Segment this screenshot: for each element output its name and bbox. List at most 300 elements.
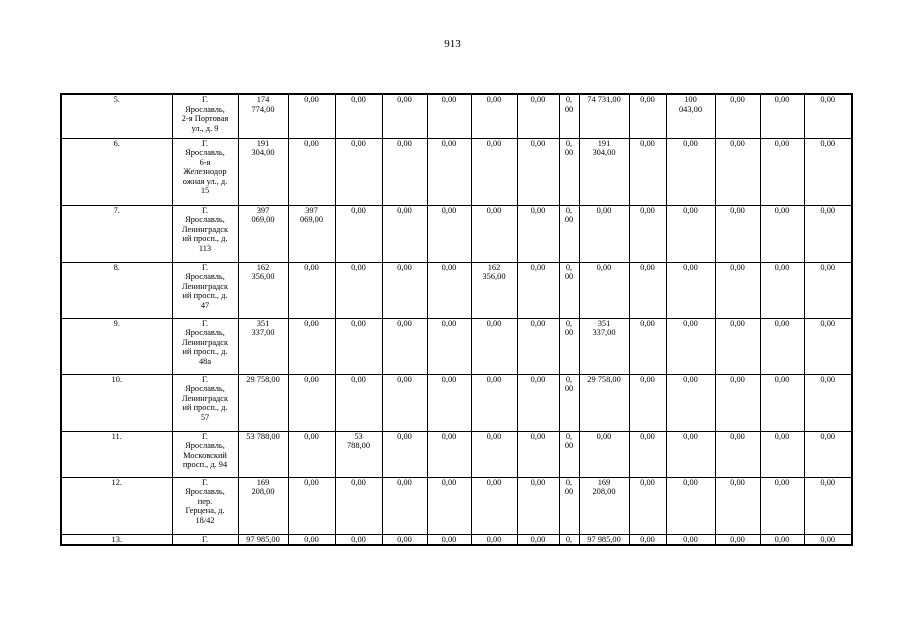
cell-line: Г. — [202, 205, 208, 215]
row-number-cell: 12. — [61, 477, 172, 534]
row-number-cell: 11. — [61, 431, 172, 477]
cell-line: 043,00 — [678, 104, 703, 114]
amount-cell — [760, 205, 804, 262]
cell-line: 0,00 — [351, 138, 366, 148]
cell-line: 0,00 — [351, 534, 366, 544]
cell-line: 0,00 — [351, 262, 366, 272]
amount-cell — [559, 205, 579, 262]
cell-line: 0,00 — [530, 318, 546, 328]
amount-cell — [288, 374, 335, 431]
cell-line: 0,00 — [441, 138, 457, 148]
cell-line: 0,00 — [441, 262, 457, 272]
cell-line: 0,00 — [774, 95, 790, 104]
cell-line: 0,00 — [530, 262, 546, 272]
cell-line: 0,00 — [486, 205, 502, 215]
cell-line: 0,00 — [351, 374, 366, 384]
amount-cell — [382, 205, 427, 262]
cell-line: Ленинградск — [181, 281, 229, 291]
row-number-cell: 8. — [61, 262, 172, 318]
cell-line: 0,00 — [730, 477, 745, 487]
amount-cell — [666, 374, 715, 431]
cell-line: 191 — [256, 138, 270, 148]
amount-cell — [804, 205, 852, 262]
amount-cell — [559, 477, 579, 534]
amount-cell — [471, 318, 517, 374]
address-cell — [172, 431, 238, 477]
cell-line: ий просп., д. — [182, 291, 228, 301]
cell-line: Московский — [183, 450, 227, 460]
cell-line: 0,00 — [304, 138, 319, 148]
row-number-cell: 13. — [61, 534, 172, 545]
cell-line: 0,00 — [820, 431, 836, 441]
amount-cell — [335, 431, 382, 477]
cell-line: 0,00 — [730, 205, 745, 215]
cell-line: 0,00 — [774, 431, 790, 441]
cell-line: Г. — [202, 95, 208, 104]
cell-line: 0,00 — [441, 95, 457, 104]
cell-line: Ярославль, — [185, 148, 225, 158]
cell-line: Ярославль, — [185, 215, 225, 225]
cell-line: 29 758,00 — [246, 374, 280, 384]
amount-cell — [238, 138, 288, 205]
amount-cell — [559, 374, 579, 431]
cell-line: 0,00 — [596, 431, 612, 441]
cell-line: Г. — [202, 477, 208, 487]
cell-line: 0,00 — [486, 477, 502, 487]
amount-cell — [629, 205, 666, 262]
cell-line: 0,00 — [351, 205, 366, 215]
cell-line: 0,00 — [730, 318, 745, 328]
amount-cell — [382, 534, 427, 545]
amount-cell — [629, 262, 666, 318]
cell-line: 00 — [564, 104, 574, 114]
cell-line: 0,00 — [774, 138, 790, 148]
cell-line: 0,00 — [397, 95, 412, 104]
cell-line: 97 985,00 — [246, 534, 280, 544]
cell-line: 0,00 — [640, 138, 655, 148]
cell-line: ий просп., д. — [182, 347, 228, 357]
amount-cell — [666, 138, 715, 205]
cell-line: пер. — [197, 496, 213, 506]
amount-cell — [427, 138, 471, 205]
amount-cell — [471, 138, 517, 205]
amount-cell — [715, 318, 760, 374]
amount-cell — [471, 477, 517, 534]
amount-cell — [804, 318, 852, 374]
address-cell — [172, 318, 238, 374]
table-row — [61, 262, 852, 318]
row-number-cell: 5. — [61, 94, 172, 138]
cell-line: 397 — [256, 205, 270, 215]
cell-line: 0, — [565, 138, 573, 148]
cell-line: 0,00 — [441, 534, 457, 544]
amount-cell — [427, 262, 471, 318]
cell-line: 0,00 — [820, 477, 836, 487]
amount-cell — [517, 205, 559, 262]
address-cell — [172, 477, 238, 534]
row-number-cell: 7. — [61, 205, 172, 262]
cell-line: Г. — [202, 431, 208, 441]
amount-cell — [335, 318, 382, 374]
cell-line: 0,00 — [397, 138, 412, 148]
cell-line: 0,00 — [774, 205, 790, 215]
cell-line: Ярославль, — [185, 384, 225, 394]
table-row — [61, 431, 852, 477]
cell-line: 0,00 — [683, 138, 698, 148]
amount-cell — [666, 431, 715, 477]
row-number-cell: 6. — [61, 138, 172, 205]
cell-line: 0,00 — [820, 138, 836, 148]
amount-cell — [238, 534, 288, 545]
cell-line: Г. — [202, 374, 208, 384]
cell-line: 162 — [487, 262, 501, 272]
cell-line: 0, — [565, 262, 573, 272]
cell-line: 356,00 — [482, 272, 506, 282]
cell-line: 48а — [198, 356, 212, 366]
cell-line: 0,00 — [397, 431, 412, 441]
cell-line: 0,00 — [683, 431, 698, 441]
amount-cell — [238, 318, 288, 374]
cell-line: 2-я Портовая — [181, 114, 229, 124]
amount-cell — [629, 374, 666, 431]
amount-cell — [427, 431, 471, 477]
table-row — [61, 94, 852, 138]
amount-cell — [559, 262, 579, 318]
amount-cell — [715, 94, 760, 138]
amount-cell — [629, 534, 666, 545]
amount-cell — [559, 431, 579, 477]
cell-line: 337,00 — [592, 328, 616, 338]
amount-cell — [629, 138, 666, 205]
cell-line: Герцена, д. — [185, 506, 225, 516]
cell-line: 0,00 — [441, 477, 457, 487]
amount-cell — [760, 534, 804, 545]
amount-cell — [666, 94, 715, 138]
amount-cell — [238, 205, 288, 262]
cell-line: 0,00 — [774, 374, 790, 384]
cell-line: 0, — [565, 205, 573, 215]
amount-cell — [288, 262, 335, 318]
cell-line: 0,00 — [304, 95, 319, 104]
cell-line: 57 — [200, 412, 210, 422]
cell-line: 208,00 — [592, 487, 616, 497]
cell-line: 53 788,00 — [246, 431, 280, 441]
amount-cell — [238, 374, 288, 431]
amount-cell — [517, 318, 559, 374]
address-cell — [172, 374, 238, 431]
table-row — [61, 205, 852, 262]
cell-line: 0,00 — [683, 318, 698, 328]
amount-cell — [579, 205, 629, 262]
cell-line: 0,00 — [683, 477, 698, 487]
amount-cell — [382, 477, 427, 534]
cell-line: 0,00 — [304, 477, 319, 487]
row-number-cell: 10. — [61, 374, 172, 431]
amount-cell — [804, 477, 852, 534]
cell-line: 0,00 — [530, 477, 546, 487]
cell-line: 0,00 — [774, 534, 790, 544]
cell-line: 0,00 — [640, 374, 655, 384]
amount-cell — [559, 318, 579, 374]
cell-line: 0, — [565, 374, 573, 384]
cell-line: 47 — [200, 300, 210, 310]
amount-cell — [238, 94, 288, 138]
amount-cell — [471, 205, 517, 262]
amount-cell — [382, 262, 427, 318]
amount-cell — [804, 138, 852, 205]
amount-cell — [335, 205, 382, 262]
cell-line: Ярославль, — [185, 272, 225, 282]
data-table — [60, 93, 853, 546]
cell-line: Г. — [202, 534, 208, 544]
amount-cell — [579, 138, 629, 205]
cell-line: 53 — [354, 431, 363, 441]
cell-line: 0,00 — [351, 318, 366, 328]
amount-cell — [471, 534, 517, 545]
cell-line: 191 — [597, 138, 611, 148]
amount-cell — [559, 534, 579, 545]
cell-line: Г. — [202, 138, 208, 148]
cell-line: 00 — [564, 384, 574, 394]
cell-line: 0,00 — [351, 95, 366, 104]
cell-line: 0,00 — [683, 374, 698, 384]
amount-cell — [760, 431, 804, 477]
amount-cell — [335, 477, 382, 534]
amount-cell — [517, 534, 559, 545]
amount-cell — [629, 94, 666, 138]
amount-cell — [427, 205, 471, 262]
row-number-cell: 9. — [61, 318, 172, 374]
cell-line: 15 — [200, 186, 210, 196]
cell-line: 0,00 — [486, 95, 502, 104]
cell-line: 97 985,00 — [587, 534, 621, 544]
amount-cell — [715, 477, 760, 534]
cell-line: 0,00 — [640, 262, 655, 272]
amount-cell — [579, 534, 629, 545]
amount-cell — [666, 318, 715, 374]
amount-cell — [579, 94, 629, 138]
amount-cell — [715, 374, 760, 431]
cell-line: 0,00 — [730, 95, 745, 104]
cell-line: 0,00 — [441, 431, 457, 441]
amount-cell — [471, 94, 517, 138]
cell-line: Г. — [202, 318, 208, 328]
cell-line: 0, — [565, 318, 573, 328]
cell-line: 113 — [198, 243, 212, 253]
page-number: 913 — [444, 38, 461, 50]
cell-line: 169 — [597, 477, 611, 487]
amount-cell — [238, 431, 288, 477]
amount-cell — [517, 374, 559, 431]
cell-line: 74 731,00 — [587, 95, 621, 104]
cell-line: 0,00 — [397, 262, 412, 272]
cell-line: 00 — [564, 272, 574, 282]
address-cell — [172, 138, 238, 205]
cell-line: Ярославль, — [185, 104, 225, 114]
cell-line: 0,00 — [441, 374, 457, 384]
cell-line: 00 — [564, 215, 574, 225]
cell-line: 0,00 — [683, 262, 698, 272]
cell-line: 0,00 — [304, 534, 319, 544]
cell-line: 0,00 — [530, 95, 546, 104]
cell-line: 0,00 — [441, 318, 457, 328]
cell-line: 169 — [256, 477, 270, 487]
cell-line: Ленинградск — [181, 224, 229, 234]
cell-line: Ярославль, — [185, 441, 225, 451]
cell-line: 0,00 — [730, 534, 745, 544]
amount-cell — [382, 138, 427, 205]
cell-line: 0,00 — [304, 318, 319, 328]
cell-line: 069,00 — [299, 215, 324, 225]
address-cell — [172, 205, 238, 262]
cell-line: 0,00 — [683, 534, 698, 544]
table-row — [61, 534, 852, 545]
amount-cell — [579, 318, 629, 374]
cell-line: 0, — [565, 95, 573, 104]
cell-line: Ярославль, — [185, 328, 225, 338]
cell-line: 29 758,00 — [587, 374, 621, 384]
cell-line: 00 — [564, 441, 574, 451]
cell-line: 0,00 — [640, 431, 655, 441]
amount-cell — [715, 431, 760, 477]
amount-cell — [804, 262, 852, 318]
cell-line: 356,00 — [251, 272, 275, 282]
cell-line: Г. — [202, 262, 208, 272]
amount-cell — [288, 318, 335, 374]
cell-line: просп., д. 94 — [182, 460, 228, 470]
cell-line: 0,00 — [397, 374, 412, 384]
cell-line: Железнодор — [183, 167, 227, 177]
table-row — [61, 138, 852, 205]
amount-cell — [760, 318, 804, 374]
amount-cell — [427, 374, 471, 431]
amount-cell — [760, 94, 804, 138]
cell-line: 162 — [256, 262, 270, 272]
cell-line: 0,00 — [441, 205, 457, 215]
amount-cell — [288, 138, 335, 205]
cell-line: 0, — [565, 534, 573, 544]
amount-cell — [760, 477, 804, 534]
cell-line: 0,00 — [640, 95, 655, 104]
amount-cell — [666, 477, 715, 534]
cell-line: 0,00 — [820, 374, 836, 384]
cell-line: 774,00 — [251, 104, 275, 114]
cell-line: Ленинградск — [181, 337, 229, 347]
cell-line: 337,00 — [251, 328, 275, 338]
cell-line: 0,00 — [397, 205, 412, 215]
cell-line: 788,00 — [346, 441, 371, 451]
cell-line: 174 — [256, 95, 270, 104]
cell-line: ожная ул., д. — [182, 176, 228, 186]
amount-cell — [471, 431, 517, 477]
cell-line: 0,00 — [530, 431, 546, 441]
cell-line: 0,00 — [683, 205, 698, 215]
cell-line: ий просп., д. — [182, 403, 228, 413]
amount-cell — [579, 431, 629, 477]
cell-line: ул., д. 9 — [191, 123, 219, 133]
cell-line: 0,00 — [304, 431, 319, 441]
cell-line: 00 — [564, 148, 574, 158]
cell-line: 0,00 — [486, 534, 502, 544]
cell-line: Ленинградск — [181, 393, 229, 403]
amount-cell — [238, 262, 288, 318]
address-cell — [172, 534, 238, 545]
cell-line: 0,00 — [820, 95, 836, 104]
amount-cell — [629, 477, 666, 534]
amount-cell — [471, 262, 517, 318]
amount-cell — [382, 94, 427, 138]
cell-line: 0,00 — [530, 138, 546, 148]
amount-cell — [427, 534, 471, 545]
cell-line: 0,00 — [596, 205, 612, 215]
cell-line: 0,00 — [397, 477, 412, 487]
amount-cell — [666, 262, 715, 318]
amount-cell — [288, 205, 335, 262]
amount-cell — [579, 477, 629, 534]
amount-cell — [804, 431, 852, 477]
cell-line: 0,00 — [304, 262, 319, 272]
cell-line: 0,00 — [774, 262, 790, 272]
amount-cell — [804, 94, 852, 138]
cell-line: 0,00 — [820, 534, 836, 544]
amount-cell — [517, 431, 559, 477]
amount-cell — [666, 534, 715, 545]
amount-cell — [760, 138, 804, 205]
cell-line: 208,00 — [251, 487, 275, 497]
amount-cell — [288, 534, 335, 545]
cell-line: 0,00 — [397, 318, 412, 328]
amount-cell — [760, 262, 804, 318]
amount-cell — [382, 431, 427, 477]
amount-cell — [559, 94, 579, 138]
amount-cell — [715, 262, 760, 318]
cell-line: 0,00 — [774, 318, 790, 328]
cell-line: 069,00 — [251, 215, 275, 225]
cell-line: 0,00 — [486, 374, 502, 384]
cell-line: ий просп., д. — [182, 234, 228, 244]
cell-line: 0, — [565, 431, 573, 441]
amount-cell — [517, 262, 559, 318]
amount-cell — [629, 431, 666, 477]
amount-cell — [579, 262, 629, 318]
amount-cell — [715, 534, 760, 545]
amount-cell — [666, 205, 715, 262]
cell-line: 6-я — [199, 157, 211, 167]
amount-cell — [760, 374, 804, 431]
cell-line: 00 — [564, 328, 574, 338]
address-cell — [172, 262, 238, 318]
table-row — [61, 374, 852, 431]
cell-line: 0,00 — [596, 262, 612, 272]
amount-cell — [579, 374, 629, 431]
cell-line: 351 — [256, 318, 270, 328]
table-body — [61, 94, 852, 545]
amount-cell — [715, 138, 760, 205]
cell-line: 0,00 — [730, 374, 745, 384]
cell-line: 18/42 — [195, 515, 215, 525]
cell-line: 0,00 — [397, 534, 412, 544]
cell-line: 00 — [564, 487, 574, 497]
cell-line: 0,00 — [486, 318, 502, 328]
cell-line: 0,00 — [730, 262, 745, 272]
cell-line: 304,00 — [592, 148, 616, 158]
cell-line: 0, — [565, 477, 573, 487]
cell-line: 0,00 — [530, 534, 546, 544]
cell-line: 0,00 — [640, 205, 655, 215]
amount-cell — [335, 138, 382, 205]
amount-cell — [335, 94, 382, 138]
cell-line: 0,00 — [486, 431, 502, 441]
